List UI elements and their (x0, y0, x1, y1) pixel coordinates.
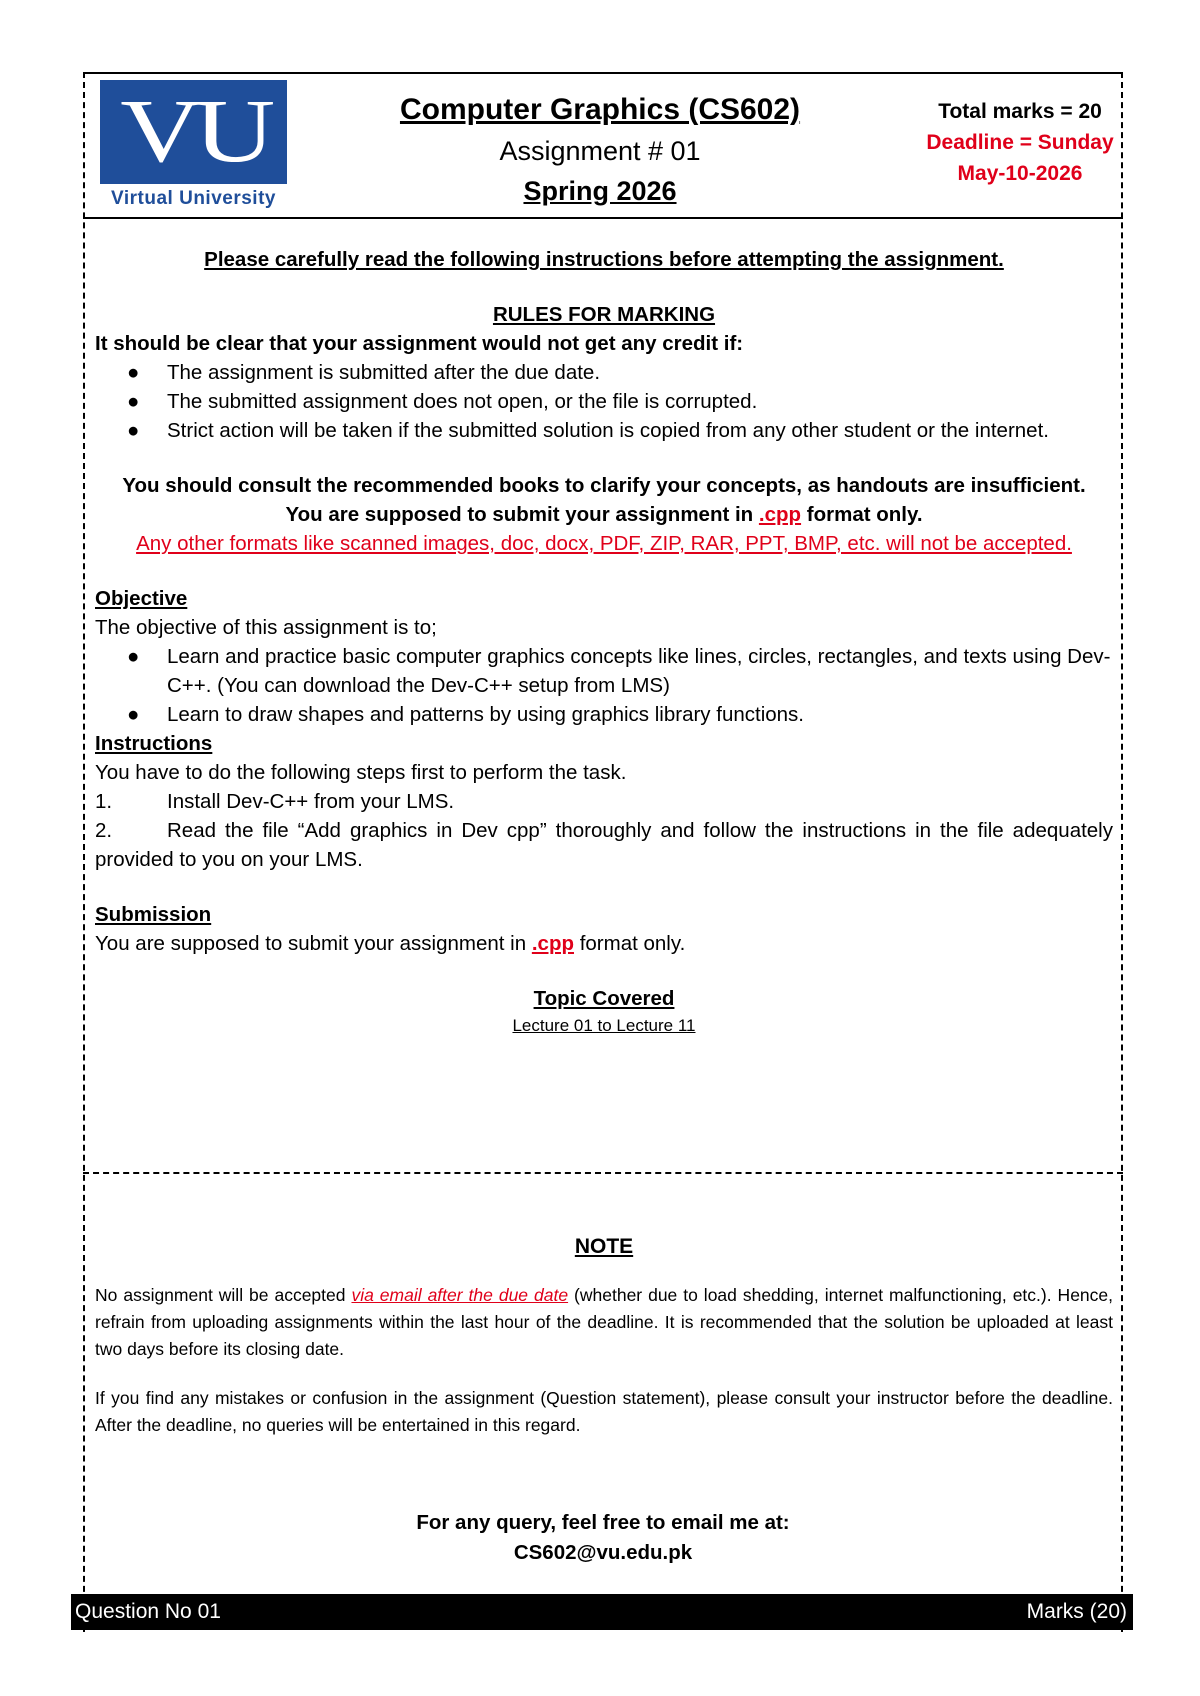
assignment-body (95, 245, 1113, 1039)
format-highlight: .cpp (758, 503, 802, 526)
bullet-icon: ● (127, 390, 140, 413)
list-item: 2. Read the file “Add graphics in Dev cpp” thoroughly and follow the instructions in the file adequately provided to you on your LMS. (95, 819, 1113, 871)
question-bar (71, 1594, 1133, 1630)
bullet-icon: ● (127, 419, 140, 442)
note-section (95, 1232, 1113, 1439)
semester: Spring 2026 (523, 176, 677, 206)
list-item: 1. Install Dev-C++ from your LMS. (95, 790, 455, 813)
header-marks-block (915, 96, 1125, 189)
consult-note: You should consult the recommended books to clarify your concepts, as handouts are insufficient. (122, 474, 1086, 497)
submission-heading: Submission (95, 903, 212, 926)
contact-email[interactable]: CS602@vu.edu.pk (513, 1541, 693, 1564)
list-item: ● Learn and practice basic computer graphics concepts like lines, circles, rectangles, and texts using Dev-C++. (You can download the Dev-C++ setup from LMS) (95, 642, 1113, 700)
note-title: NOTE (574, 1235, 634, 1258)
rules-lead: It should be clear that your assignment would not get any credit if: (95, 332, 744, 355)
university-logo (100, 80, 287, 213)
course-title: Computer Graphics (CS602) (399, 93, 801, 126)
list-item: ● Strict action will be taken if the submitted solution is copied from any other student or the internet. (95, 416, 1113, 445)
instructions-heading: Instructions (95, 732, 213, 755)
header-title-block (330, 90, 870, 210)
topics-heading: Topic Covered (533, 987, 675, 1010)
question-marks: Marks (20) (1026, 1600, 1127, 1623)
submit-format-note: You are supposed to submit your assignment in .cpp format only. (285, 503, 923, 526)
bullet-icon: ● (127, 361, 140, 384)
list-item: ● The assignment is submitted after the due date. (95, 358, 1113, 387)
frame-right-border (1121, 72, 1123, 1632)
bullet-icon: ● (127, 645, 140, 668)
email-warning-highlight: via email after the due date (351, 1285, 569, 1305)
note-paragraph-2: If you find any mistakes or confusion in the assignment (Question statement), please consult your instructor before the deadline. After the deadline, no queries will be entertained in this regard. (95, 1388, 1113, 1435)
objective-lead: The objective of this assignment is to; (95, 616, 437, 639)
topics-range: Lecture 01 to Lecture 11 (512, 1016, 696, 1035)
bullet-icon: ● (127, 703, 140, 726)
objective-list (95, 642, 1113, 729)
formats-warning: Any other formats like scanned images, doc, docx, PDF, ZIP, RAR, PPT, BMP, etc. will not be accepted. (136, 532, 1072, 555)
objective-heading: Objective (95, 587, 188, 610)
header-separator (83, 217, 1123, 219)
section-dashed-separator (83, 1172, 1123, 1174)
logo-caption: Virtual University (111, 188, 276, 209)
frame-left-border (83, 72, 85, 1632)
deadline-date: May-10-2026 (957, 162, 1083, 185)
rules-heading: RULES FOR MARKING (492, 303, 716, 326)
instructions-lead: You have to do the following steps first to perform the task. (95, 761, 627, 784)
contact-line: For any query, feel free to email me at: (416, 1511, 790, 1534)
contact-block (83, 1508, 1123, 1568)
frame-top-border (83, 72, 1123, 74)
rules-list (95, 358, 1113, 445)
logo-emblem (100, 80, 287, 184)
instruction-heading: Please carefully read the following instructions before attempting the assignment. (204, 248, 1004, 271)
question-label: Question No 01 (75, 1600, 221, 1623)
format-highlight: .cpp (531, 932, 574, 955)
submission-text: You are supposed to submit your assignment in .cpp format only. (95, 932, 686, 955)
deadline-day: Deadline = Sunday (926, 131, 1114, 154)
list-item: ● Learn to draw shapes and patterns by using graphics library functions. (95, 700, 1113, 729)
logo-letters: VU (119, 82, 268, 181)
total-marks: Total marks = 20 (938, 100, 1102, 123)
list-item: ● The submitted assignment does not open, or the file is corrupted. (95, 387, 1113, 416)
assignment-number: Assignment # 01 (499, 136, 701, 166)
note-paragraph-1: No assignment will be accepted via email after the due date (whether due to load shedding, internet malfunctioning, etc.). Hence, refrain from uploading assignments within the last hour of the deadline. It is recommended that the solution be uploaded at least two days before its closing date. (95, 1285, 1114, 1359)
